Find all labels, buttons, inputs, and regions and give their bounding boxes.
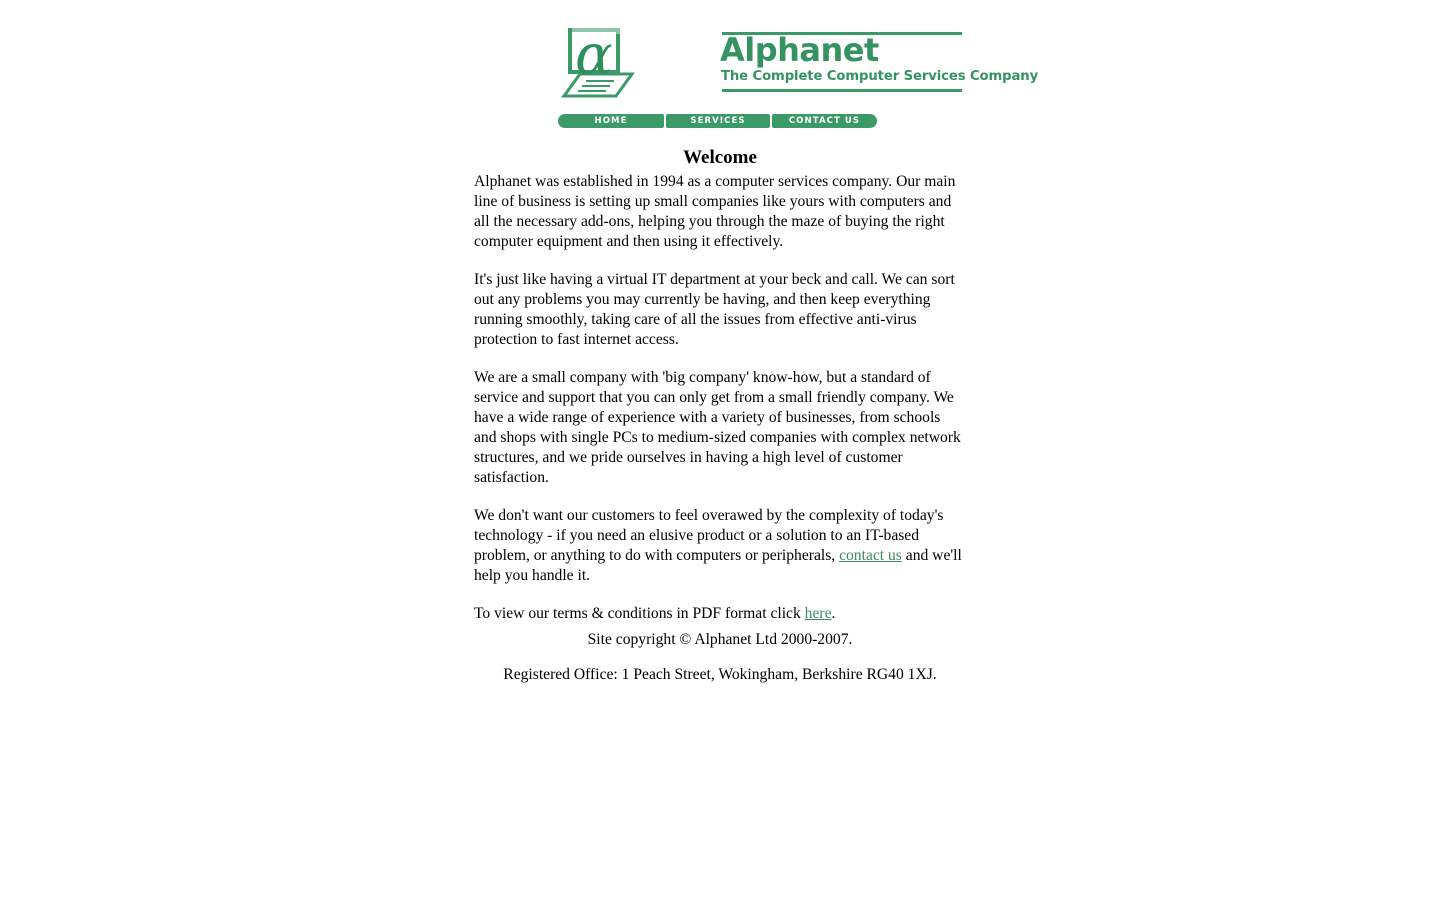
main-navigation bbox=[558, 114, 879, 128]
site-logo bbox=[558, 22, 1039, 104]
paragraph-closing bbox=[474, 506, 966, 586]
main-content bbox=[0, 144, 1440, 683]
paragraph-closing-before: We don't want our customers to feel overawed by the complexity of today's technology - if you need an elusive product or a solution to an IT-based problem, or anything to do with computers or peripherals, bbox=[474, 507, 944, 564]
nav-item-home[interactable]: HOME bbox=[558, 114, 664, 128]
footer-registered-office: Registered Office: 1 Peach Street, Wokingham, Berkshire RG40 1XJ. bbox=[503, 666, 937, 683]
paragraph-terms bbox=[474, 604, 966, 624]
logo-name: Alphanet bbox=[720, 31, 879, 69]
page-title: Welcome bbox=[683, 147, 757, 168]
body-copy bbox=[474, 172, 966, 624]
contact-us-link[interactable]: contact us bbox=[839, 547, 902, 564]
logo-wordmark bbox=[640, 22, 1039, 102]
paragraph-terms-after: . bbox=[831, 605, 836, 622]
nav-item-services[interactable]: SERVICES bbox=[666, 114, 770, 128]
logo-rule-bottom bbox=[722, 89, 962, 92]
terms-pdf-link[interactable]: here bbox=[804, 605, 832, 622]
paragraph-closing-after: and we'll help you handle it. bbox=[474, 547, 962, 584]
svg-text:α: α bbox=[575, 26, 613, 88]
paragraph-intro: Alphanet was established in 1994 as a computer services company. Our main line of business is setting up small companies like yours with computers and all the necessary add-ons, helping you through the maze of buying the right computer equipment and then using it effectively. bbox=[474, 173, 956, 250]
paragraph-virtual-it: It's just like having a virtual IT department at your beck and call. We can sort out any problems you may currently be having, and then keep everything running smoothly, taking care of all the issues from effective anti-virus protection to fast internet access. bbox=[474, 271, 955, 348]
paragraph-terms-before: To view our terms & conditions in PDF format click bbox=[474, 605, 805, 622]
laptop-alpha-icon bbox=[558, 26, 638, 102]
logo-tagline: The Complete Computer Services Company bbox=[721, 69, 1039, 84]
paragraph-small-company: We are a small company with 'big company' know-how, but a standard of service and support that you can only get from a small friendly company. We have a wide range of experience with a variety of businesses, from schools and shops with single PCs to medium-sized companies with complex network structures, and we pride ourselves in having a high level of customer satisfaction. bbox=[474, 369, 961, 486]
footer-copyright: Site copyright © Alphanet Ltd 2000-2007. bbox=[587, 631, 853, 648]
nav-item-contact-us[interactable]: CONTACT US bbox=[772, 114, 877, 128]
